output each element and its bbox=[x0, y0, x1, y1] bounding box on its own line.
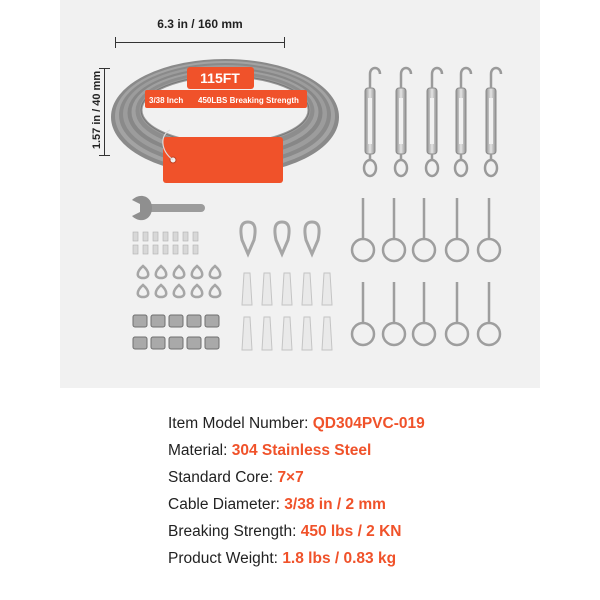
spec-row-weight bbox=[168, 545, 568, 572]
wall-anchors bbox=[242, 273, 332, 350]
spec-row-diameter bbox=[168, 491, 568, 518]
spec-row-core bbox=[168, 464, 568, 491]
height-dimension-label: 1.57 in / 40 mm bbox=[91, 70, 103, 150]
width-dimension-label: 6.3 in / 160 mm bbox=[157, 17, 243, 31]
turnbuckle bbox=[364, 68, 380, 176]
spec-value: 7×7 bbox=[277, 469, 304, 486]
turnbuckle bbox=[426, 68, 442, 176]
diameter-tag-text: 3/38 Inch bbox=[149, 96, 184, 105]
spec-row-model bbox=[168, 410, 568, 437]
wrench bbox=[132, 196, 205, 220]
info-tag bbox=[145, 90, 307, 108]
crimp-sleeves bbox=[133, 232, 198, 254]
turnbuckle bbox=[485, 68, 501, 176]
hang-tag bbox=[163, 130, 283, 183]
strength-tag-text: 450LBS Breaking Strength bbox=[198, 96, 299, 105]
spec-value: 3/38 in / 2 mm bbox=[284, 496, 386, 513]
spec-label: Product Weight: bbox=[168, 550, 283, 567]
thimbles bbox=[138, 266, 221, 297]
spec-list bbox=[168, 410, 568, 572]
spec-value: 304 Stainless Steel bbox=[231, 442, 372, 459]
spec-label: Cable Diameter: bbox=[168, 496, 285, 513]
length-tag bbox=[187, 67, 254, 89]
spec-value: 450 lbs / 2 KN bbox=[300, 523, 402, 540]
turnbuckle bbox=[395, 68, 411, 176]
spec-label: Item Model Number: bbox=[168, 415, 313, 432]
eye-screws bbox=[352, 198, 500, 345]
wire-rope-clips bbox=[133, 315, 219, 349]
spec-row-strength bbox=[168, 518, 568, 545]
spec-label: Breaking Strength: bbox=[168, 523, 301, 540]
spec-value: 1.8 lbs / 0.83 kg bbox=[282, 550, 397, 567]
spec-row-material bbox=[168, 437, 568, 464]
carabiners bbox=[241, 222, 319, 254]
spec-label: Standard Core: bbox=[168, 469, 278, 486]
spec-value: QD304PVC-019 bbox=[312, 415, 425, 432]
length-tag-text: 115FT bbox=[200, 70, 240, 86]
product-illustration bbox=[60, 0, 540, 388]
turnbuckles bbox=[364, 68, 501, 176]
spec-label: Material: bbox=[168, 442, 232, 459]
turnbuckle bbox=[455, 68, 471, 176]
